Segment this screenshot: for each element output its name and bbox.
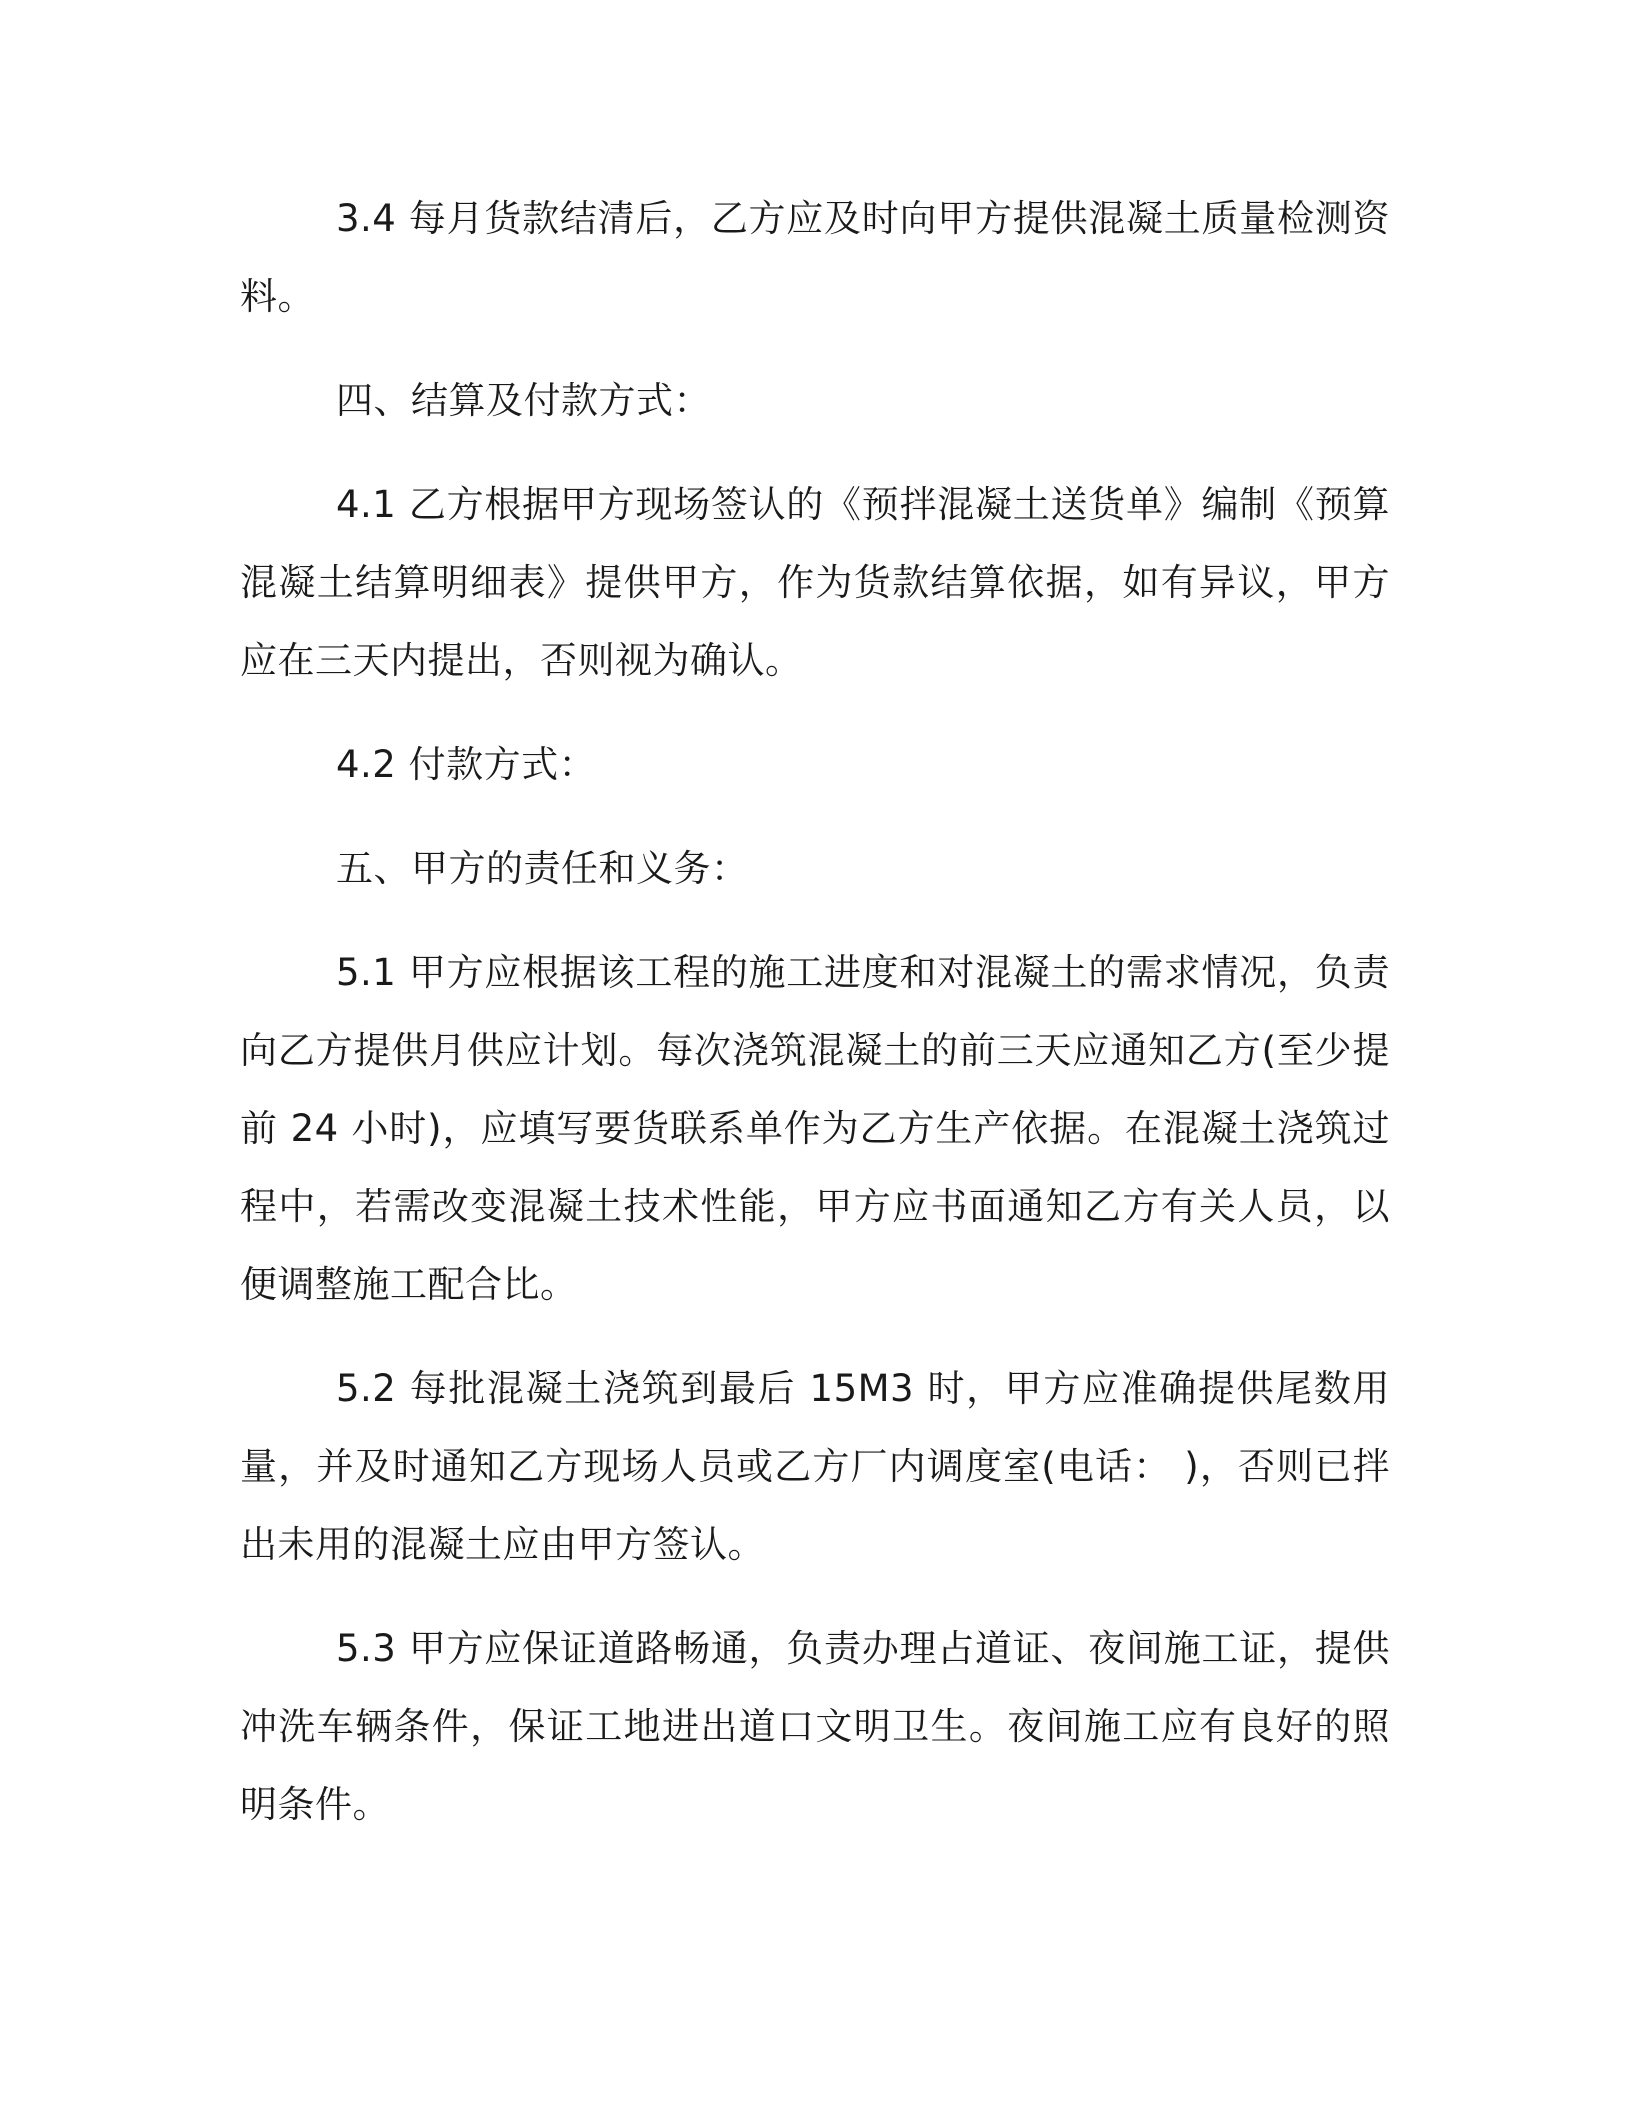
clause-5-2: 5.2 每批混凝土浇筑到最后 15M3 时，甲方应准确提供尾数用量，并及时通知乙方现场人员或乙方厂内调度室(电话： )，否则已拌出未用的混凝土应由甲方签认。	[240, 1367, 1390, 1566]
section-heading-5: 五、甲方的责任和义务：	[336, 847, 749, 890]
clause-4-1: 4.1 乙方根据甲方现场签认的《预拌混凝土送货单》编制《预算混凝土结算明细表》提供甲方，作为货款结算依据，如有异议，甲方应在三天内提出，否则视为确认。	[240, 483, 1390, 682]
clause-3-4: 3.4 每月货款结清后，乙方应及时向甲方提供混凝土质量检测资料。	[240, 197, 1390, 318]
section-heading-4: 四、结算及付款方式：	[336, 379, 711, 422]
clause-4-2: 4.2 付款方式：	[336, 743, 597, 786]
document-body	[240, 180, 1390, 1870]
clause-5-3: 5.3 甲方应保证道路畅通，负责办理占道证、夜间施工证，提供冲洗车辆条件，保证工地进出道口文明卫生。夜间施工应有良好的照明条件。	[240, 1627, 1390, 1826]
clause-5-1: 5.1 甲方应根据该工程的施工进度和对混凝土的需求情况，负责向乙方提供月供应计划。每次浇筑混凝土的前三天应通知乙方(至少提前 24 小时)，应填写要货联系单作为乙方生产依据。在混凝土浇筑过程中，若需改变混凝土技术性能，甲方应书面通知乙方有关人员，以便调整施工配合比。	[240, 951, 1390, 1306]
